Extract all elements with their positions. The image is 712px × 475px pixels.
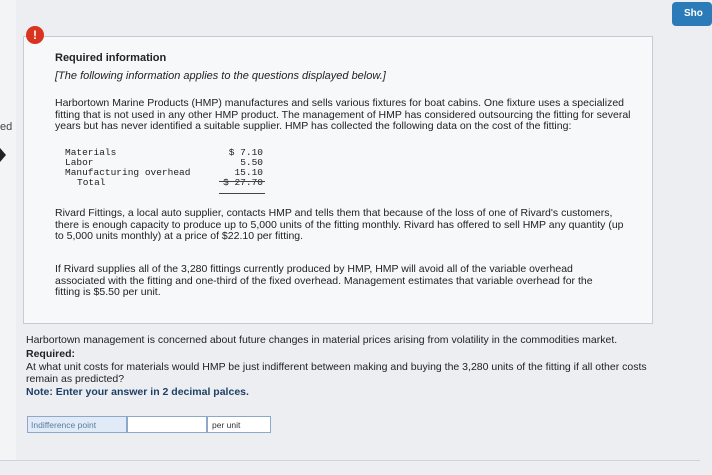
intro-paragraph: Harbortown Marine Products (HMP) manufactures and sells various fixtures for boat cabins. One fixture uses a specialized fitting that is not used in any other HMP product. The management of HMP has considered outsourcing the fitting for several years but has never identified a suitable supplier. HMP has collected the following data on the cost of the fitting: — [55, 97, 631, 132]
rivard-paragraph: Rivard Fittings, a local auto supplier, contacts HMP and tells them that because of the loss of one of Rivard's customers, there is enough capacity to produce up to 5,000 units of the fitting monthly. Rivard has offered to sell HMP any quantity (up to 5,000 units monthly) at a price of $22.10 per fitting. — [55, 207, 624, 242]
cost-value: $ 27.70 — [223, 177, 263, 188]
subtotal-rule — [219, 181, 265, 182]
cost-value: $ 7.10 — [228, 147, 263, 158]
indifference-point-label: Indifference point — [27, 416, 127, 433]
left-panel-label: ed — [0, 121, 13, 133]
answer-note: Note: Enter your answer in 2 decimal palces. — [26, 386, 249, 398]
caret-right-icon[interactable] — [0, 148, 6, 162]
show-button[interactable]: Sho — [672, 2, 712, 26]
cost-table — [65, 148, 275, 188]
cost-label: Total — [77, 177, 106, 188]
indifference-point-input[interactable] — [127, 416, 207, 433]
overhead-paragraph: If Rivard supplies all of the 3,280 fittings currently produced by HMP, HMP will avoid all of the variable overhead associated with the fitting and one-third of the fixed overhead. Management estimates that variable overhead for the fitting is $5.50 per unit. — [55, 263, 593, 298]
required-heading: Required: — [26, 348, 76, 360]
cost-label: Materials — [65, 147, 117, 158]
info-title: Required information — [55, 52, 167, 64]
alert-icon: ! — [26, 26, 44, 44]
cost-value: 15.10 — [234, 167, 263, 178]
required-question: At what unit costs for materials would HMP be just indifferent between making and buying the 3,280 units of the fitting if all other costs remain as predicted? — [26, 361, 647, 385]
cost-value: 5.50 — [240, 157, 263, 168]
total-rule — [219, 193, 265, 194]
cost-label: Labor — [65, 157, 94, 168]
footer-bar — [0, 460, 700, 475]
per-unit-label: per unit — [207, 416, 271, 433]
question-context: Harbortown management is concerned about future changes in material prices arising from volatility in the commodities market. — [26, 334, 618, 346]
cost-label: Manufacturing overhead — [65, 167, 191, 178]
cost-row-total — [65, 178, 275, 188]
info-subtitle: [The following information applies to the questions displayed below.] — [55, 70, 386, 82]
left-panel-edge — [0, 0, 16, 475]
